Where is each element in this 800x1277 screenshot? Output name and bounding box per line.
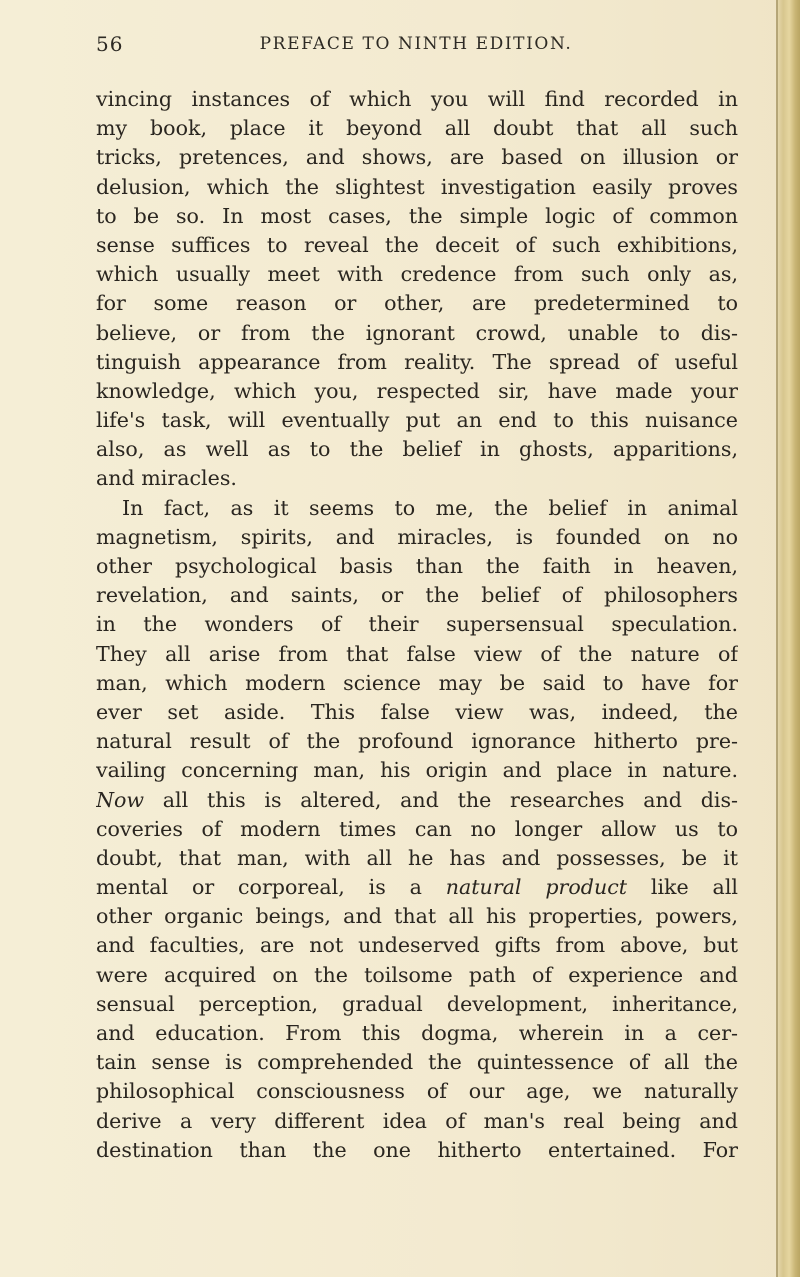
- running-head: PREFACE TO NINTH EDITION.: [259, 34, 573, 54]
- text-line: destination than the one hitherto entertained. For: [96, 1137, 738, 1162]
- text-line: vailing concerning man, his origin and place in nature.: [96, 758, 738, 783]
- text-line: in the wonders of their supersensual speculation.: [96, 612, 738, 637]
- text-line: sense suffices to reveal the deceit of such exhibitions,: [96, 232, 738, 257]
- page-spine-edge: [776, 0, 800, 1277]
- text-line: life's task, will eventually put an end to this nuisance: [96, 408, 738, 433]
- text-line: tinguish appearance from reality. The spread of useful: [96, 349, 738, 374]
- text-line: other psychological basis than the faith in heaven,: [96, 554, 738, 578]
- text-line: In fact, as it seems to me, the belief in animal: [122, 495, 738, 520]
- text-line: coveries of modern times can no longer allow us to: [96, 816, 738, 841]
- body-text: [96, 85, 738, 1165]
- text-line: revelation, and saints, or the belief of philosophers: [96, 583, 738, 608]
- text-line: also, as well as to the belief in ghosts, apparitions,: [96, 437, 738, 462]
- text-line: tain sense is comprehended the quintessence of all the: [96, 1050, 738, 1075]
- text-line: were acquired on the toilsome path of experience and: [96, 962, 738, 987]
- text-line: delusion, which the slightest investigation easily proves: [96, 174, 738, 199]
- text-line: sensual perception, gradual development, inheritance,: [96, 991, 738, 1016]
- italic-natural-product: natural product: [445, 875, 628, 900]
- text-line: for some reason or other, are predetermined to: [96, 291, 738, 316]
- text-line-pre: mental or corporeal, is a: [96, 875, 446, 900]
- text-line: ever set aside. This false view was, indeed, the: [96, 699, 738, 724]
- text-line: doubt, that man, with all he has and possesses, be it: [96, 845, 738, 870]
- text-line: [96, 786, 738, 815]
- text-line: derive a very different idea of man's real being and: [96, 1108, 738, 1133]
- text-line: and education. From this dogma, wherein in a cer-: [96, 1021, 738, 1045]
- text-line: man, which modern science may be said to have for: [96, 670, 738, 695]
- text-line: tricks, pretences, and shows, are based on illusion or: [96, 145, 738, 170]
- page-number: 56: [96, 32, 124, 56]
- text-line: and faculties, are not undeserved gifts from above, but: [96, 933, 738, 958]
- text-line: and miracles.: [96, 466, 237, 491]
- text-line: natural result of the profound ignorance hitherto pre-: [96, 729, 738, 754]
- text-line: philosophical consciousness of our age, we naturally: [96, 1079, 738, 1104]
- text-line: my book, place it beyond all doubt that all such: [96, 116, 738, 141]
- text-line: other organic beings, and that all his properties, powers,: [96, 904, 738, 929]
- page-header: [96, 32, 736, 62]
- italic-now: Now: [96, 787, 145, 812]
- text-line: [96, 873, 738, 902]
- text-line-rest: all this is altered, and the researches and dis-: [144, 787, 738, 812]
- text-line: to be so. In most cases, the simple logic of common: [96, 203, 738, 228]
- text-line: They all arise from that false view of the nature of: [96, 641, 738, 666]
- text-line: believe, or from the ignorant crowd, unable to dis-: [96, 320, 738, 345]
- text-line: magnetism, spirits, and miracles, is founded on no: [96, 524, 738, 549]
- text-line: which usually meet with credence from such only as,: [96, 262, 738, 287]
- text-line-rest: like all: [627, 875, 738, 900]
- text-line: knowledge, which you, respected sir, have made your: [96, 378, 738, 403]
- text-line: vincing instances of which you will find recorded in: [96, 87, 738, 111]
- spine-shadow-line: [776, 0, 778, 1277]
